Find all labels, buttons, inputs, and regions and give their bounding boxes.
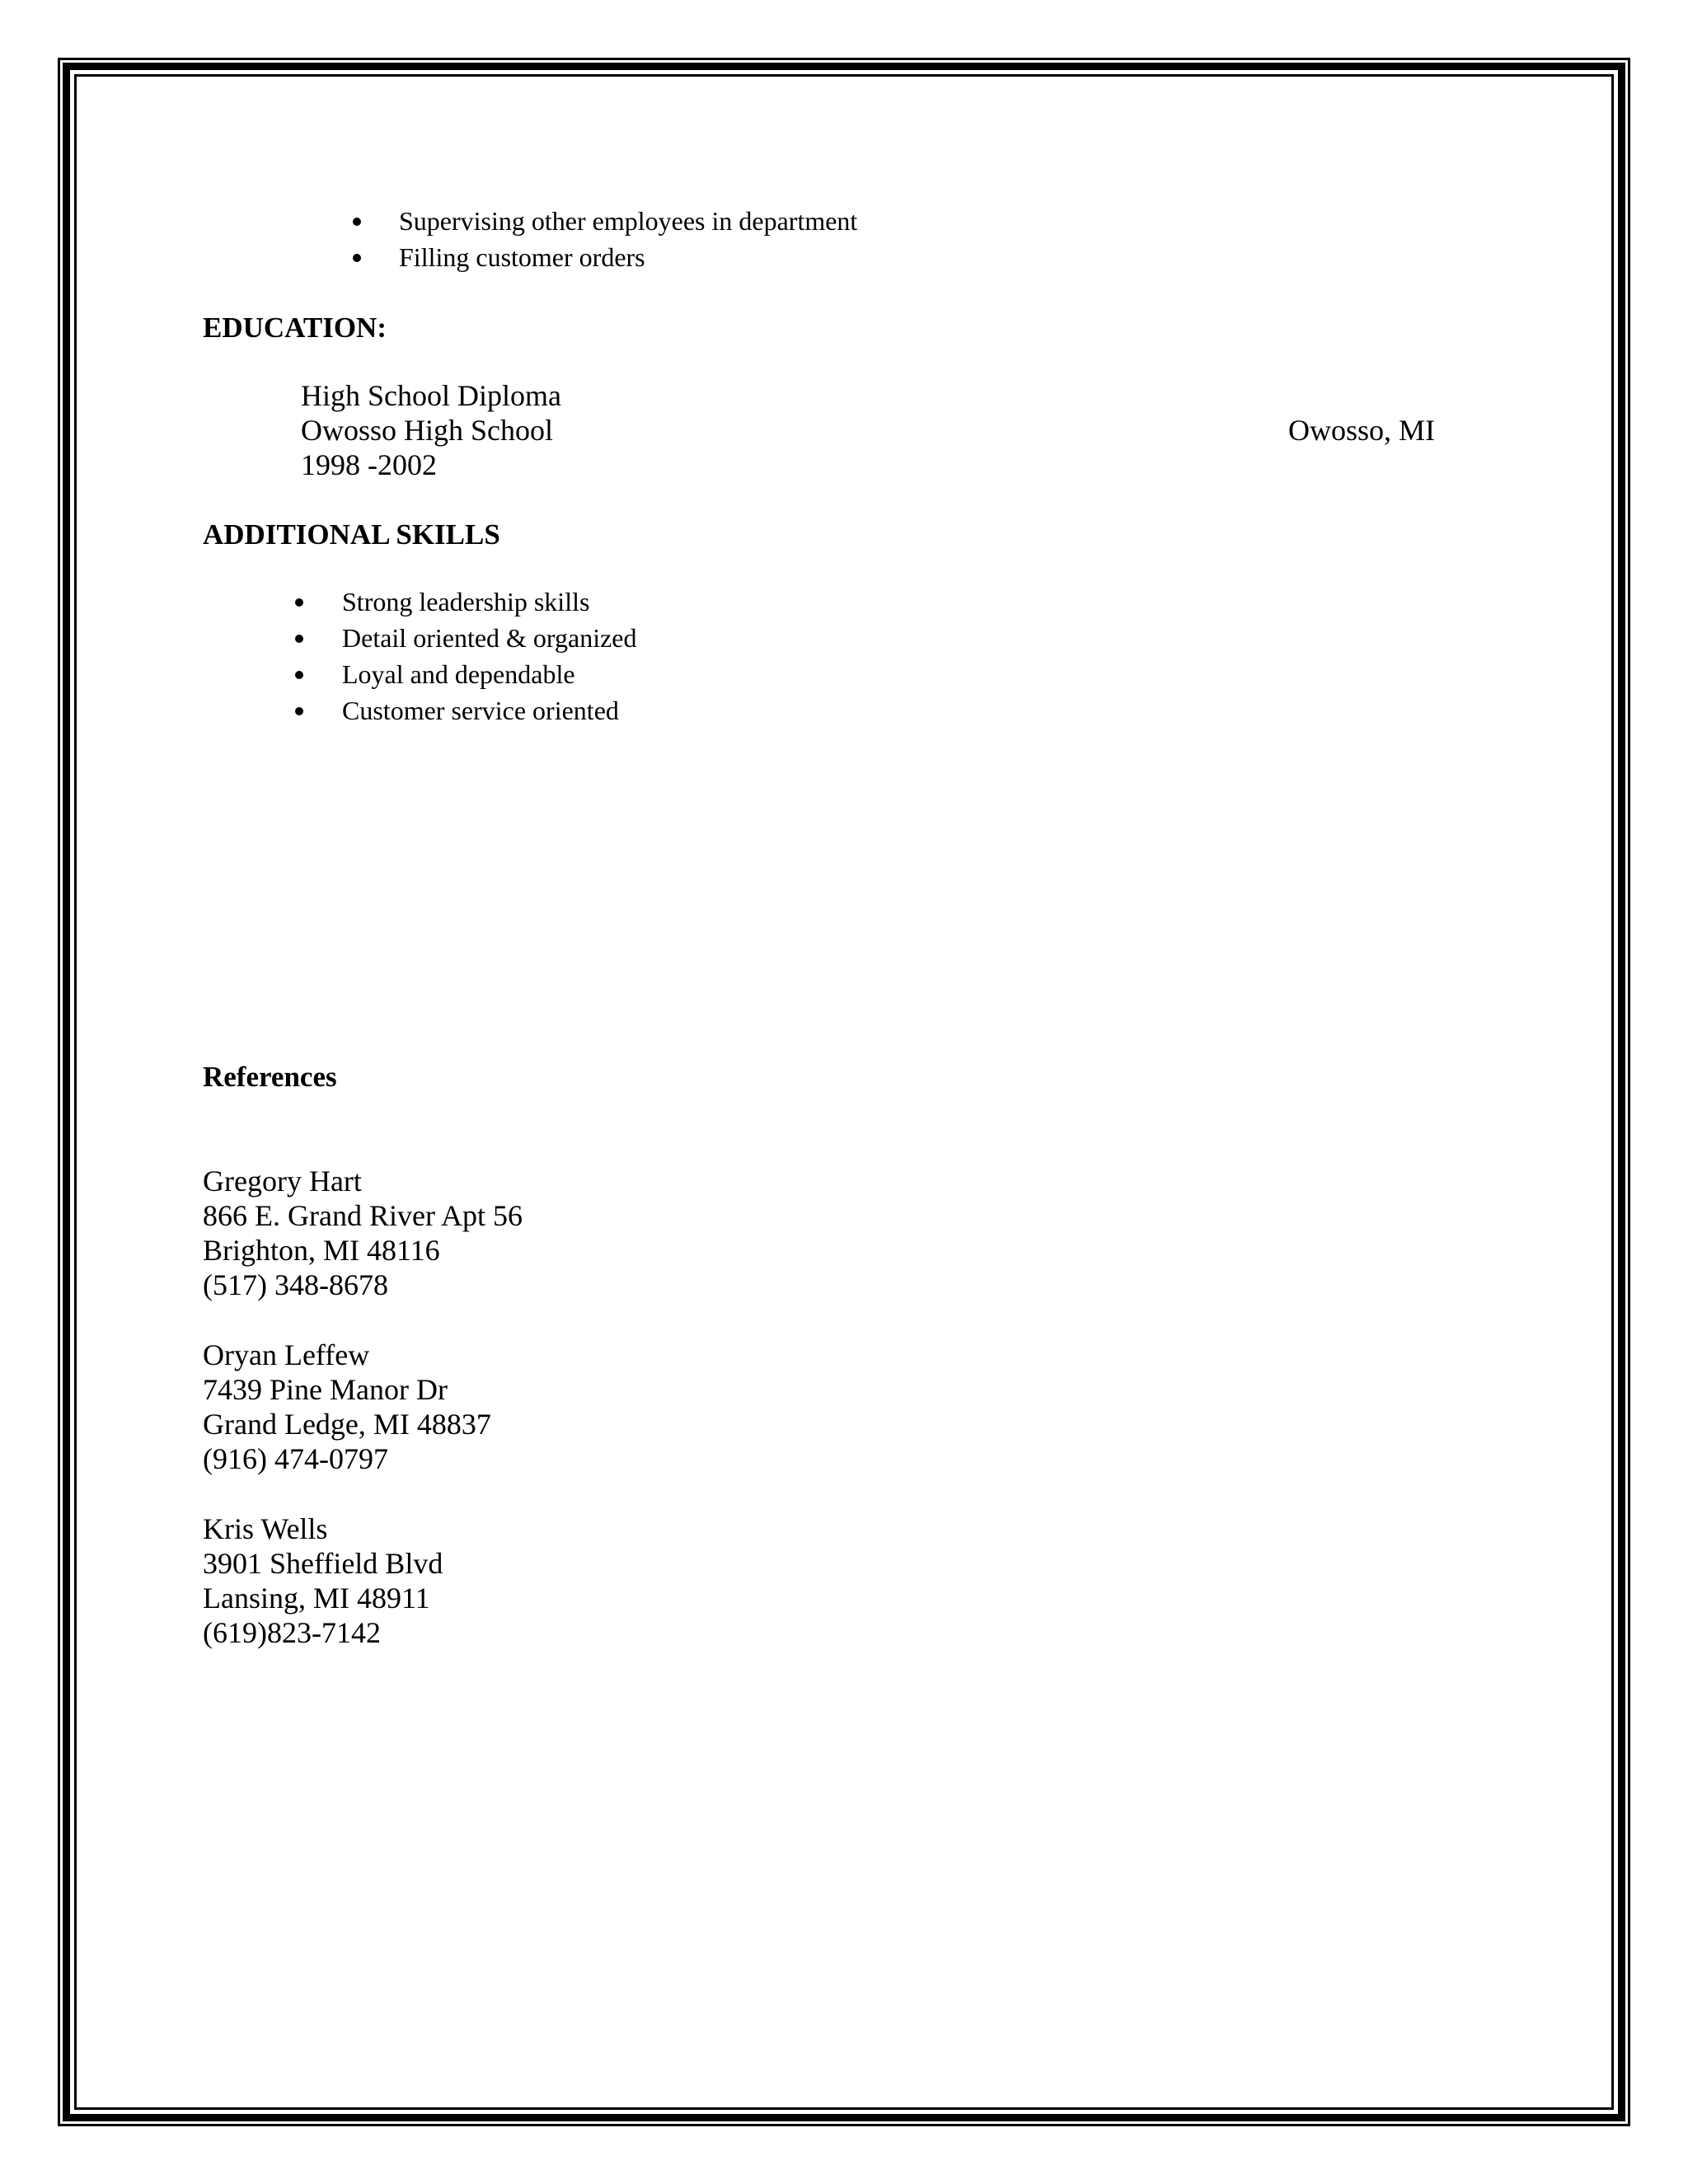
education-years: 1998 -2002 — [301, 448, 437, 481]
references-heading: References — [203, 1061, 337, 1093]
bullet-icon — [295, 635, 303, 643]
bullet-icon — [353, 254, 361, 262]
education-school: Owosso High School — [301, 414, 554, 447]
reference-entry — [203, 1338, 491, 1476]
reference-name: Gregory Hart — [203, 1165, 362, 1197]
reference-phone: (517) 348-8678 — [203, 1268, 388, 1301]
skill-text: Strong leadership skills — [342, 587, 590, 616]
reference-name: Kris Wells — [203, 1512, 328, 1545]
skill-text: Customer service oriented — [342, 696, 619, 725]
reference-phone: (916) 474-0797 — [203, 1442, 388, 1475]
skill-text: Loyal and dependable — [342, 659, 575, 689]
reference-phone: (619)823-7142 — [203, 1616, 381, 1649]
duty-text: Filling customer orders — [399, 242, 645, 272]
bullet-icon — [295, 707, 303, 715]
reference-address: 866 E. Grand River Apt 56 — [203, 1199, 523, 1232]
reference-address: 3901 Sheffield Blvd — [203, 1547, 443, 1580]
reference-address: 7439 Pine Manor Dr — [203, 1373, 448, 1406]
education-heading: EDUCATION: — [203, 312, 387, 344]
skill-text: Detail oriented & organized — [342, 623, 637, 653]
bullet-icon — [353, 218, 361, 226]
reference-entry — [203, 1511, 443, 1650]
education-degree: High School Diploma — [301, 379, 561, 412]
education-location: Owosso, MI — [1288, 414, 1436, 447]
reference-city: Grand Ledge, MI 48837 — [203, 1408, 491, 1441]
additional-skills-heading: ADDITIONAL SKILLS — [203, 518, 500, 551]
reference-city: Brighton, MI 48116 — [203, 1234, 440, 1267]
bullet-icon — [295, 671, 303, 679]
bullet-icon — [295, 598, 303, 607]
duty-text: Supervising other employees in department — [399, 206, 858, 236]
reference-entry — [203, 1164, 523, 1302]
reference-name: Oryan Leffew — [203, 1338, 370, 1371]
reference-city: Lansing, MI 48911 — [203, 1582, 430, 1615]
